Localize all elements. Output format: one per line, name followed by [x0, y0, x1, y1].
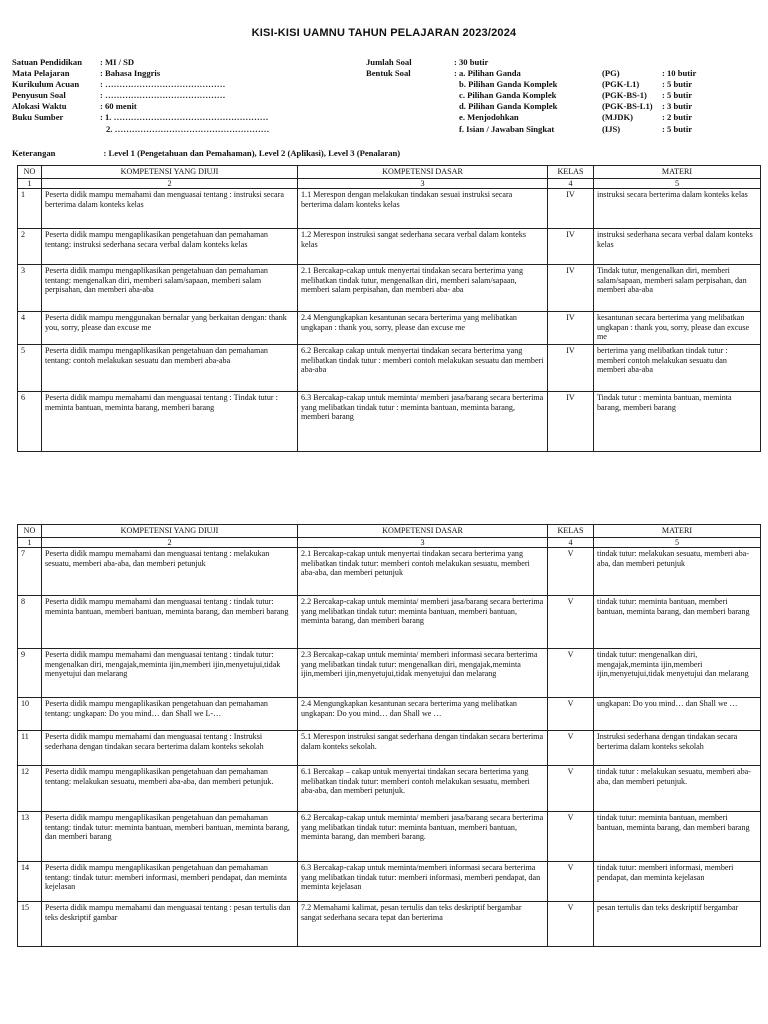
table-row — [18, 812, 761, 862]
kompetensi-dasar-cell: 2.1 Bercakap-cakap untuk menyertai tindakan secara berterima yang melibatkan tindak tutur: memberi contoh melakukan sesuatu, memberi aba-aba, dan memberi petunjuk — [298, 548, 548, 596]
kelas-cell: V — [548, 731, 594, 766]
kisi-kisi-table-2 — [17, 524, 761, 947]
kompetensi-diuji-cell: Peserta didik mampu memahami dan menguasai tentang : tindak tutur: mengenalkan diri, mengajak,meminta ijin,memberi ijin,menyetujui,tidak menyetujui dan melarang — [42, 649, 298, 698]
bentuk-count: : 3 butir — [662, 101, 693, 111]
info-value: : 60 menit — [100, 101, 137, 111]
kelas-cell: V — [548, 766, 594, 812]
kompetensi-diuji-cell: Peserta didik mampu mengaplikasikan pengetahuan dan pemahaman tentang: tindak tutur: memberi informasi, memberi pendapat, dan meminta kejelasan — [42, 862, 298, 902]
keterangan-value: : Level 1 (Pengetahuan dan Pemahaman), Level 2 (Aplikasi), Level 3 (Penalaran) — [103, 148, 401, 158]
table-row — [18, 312, 761, 345]
kompetensi-diuji-cell: Peserta didik mampu mengaplikasikan pengetahuan dan pemahaman tentang: ungkapan: Do you mind… dan Shall we L-… — [42, 698, 298, 731]
kompetensi-dasar-cell: 5.1 Merespon instruksi sangat sederhana dengan tindakan secara berterima dalam konteks sekolah. — [298, 731, 548, 766]
no-header: NO — [18, 525, 42, 538]
materi-cell: instruksi secara berterima dalam konteks kelas — [594, 189, 761, 229]
kelas-cell: V — [548, 812, 594, 862]
kelas-cell: IV — [548, 229, 594, 265]
bentuk-code: (IJS) — [602, 124, 621, 134]
materi-cell: tindak tutur: meminta bantuan, memberi bantuan, meminta barang, dan memberi barang — [594, 812, 761, 862]
bentuk-code: (MJDK) — [602, 112, 634, 122]
kelas-cell: V — [548, 548, 594, 596]
column-number: 4 — [548, 538, 594, 548]
kelas-cell: V — [548, 862, 594, 902]
column-number: 3 — [298, 538, 548, 548]
table-row — [18, 862, 761, 902]
row-number: 3 — [18, 265, 42, 312]
row-number: 11 — [18, 731, 42, 766]
column-number: 3 — [298, 179, 548, 189]
kelas-cell: IV — [548, 265, 594, 312]
jumlah-soal-value: : 30 butir — [454, 57, 489, 67]
bentuk-item: d. Pilihan Ganda Komplek — [459, 101, 558, 111]
info-value: : 1. ……………………………………………… — [100, 112, 269, 122]
row-number: 1 — [18, 189, 42, 229]
materi-header: MATERI — [594, 166, 761, 179]
table-row — [18, 766, 761, 812]
materi-cell: berterima yang melibatkan tindak tutur : memberi contoh melakukan sesuatu dan memberi aba-aba — [594, 345, 761, 392]
bentuk-soal-label: Bentuk Soal — [366, 68, 411, 78]
kompetensi-dasar-cell: 7.2 Memahami kalimat, pesan tertulis dan teks deskriptif bergambar sangat sederhana secara tepat dan berterima — [298, 902, 548, 947]
table-row — [18, 392, 761, 452]
kompetensi-dasar-header: KOMPETENSI DASAR — [298, 166, 548, 179]
info-value: : Bahasa Inggris — [100, 68, 161, 78]
row-number: 6 — [18, 392, 42, 452]
materi-cell: Tindak tutur, mengenalkan diri, memberi salam/sapaan, memberi salam perpisahan, dan memberi aba-aba — [594, 265, 761, 312]
materi-header: MATERI — [594, 525, 761, 538]
table-row — [18, 698, 761, 731]
materi-cell: kesantunan secara berterima yang melibatkan ungkapan : thank you, sorry, please dan excuse me — [594, 312, 761, 345]
kompetensi-diuji-cell: Peserta didik mampu mengaplikasikan pengetahuan dan pemahaman tentang: mengenalkan diri, memberi salam/sapaan, memberi salam perpisahan, dan memberi aba-aba — [42, 265, 298, 312]
materi-cell: tindak tutur: melakukan sesuatu, memberi aba-aba, dan memberi petunjuk — [594, 548, 761, 596]
bentuk-code: (PGK-BS-1) — [602, 90, 647, 100]
kompetensi-diuji-cell: Peserta didik mampu mengaplikasikan pengetahuan dan pemahaman tentang: instruksi sederhana secara verbal dalam konteks kelas — [42, 229, 298, 265]
bentuk-count: : 2 butir — [662, 112, 693, 122]
materi-cell: instruksi sederhana secara verbal dalam konteks kelas — [594, 229, 761, 265]
kompetensi-diuji-cell: Peserta didik mampu mengaplikasikan pengetahuan dan pemahaman tentang: tindak tutur: meminta bantuan, memberi bantuan, meminta barang, dan memberi barang — [42, 812, 298, 862]
info-label: Mata Pelajaran — [12, 68, 70, 78]
bentuk-item: e. Menjodohkan — [459, 112, 519, 122]
bentuk-code: (PG) — [602, 68, 620, 78]
column-number: 5 — [594, 538, 761, 548]
kelas-cell: V — [548, 596, 594, 649]
kompetensi-dasar-cell: 2.4 Mengungkapkan kesantunan secara berterima yang melibatkan ungkapan : thank you, sorry, please dan excuse me — [298, 312, 548, 345]
info-label: Buku Sumber — [12, 112, 64, 122]
kompetensi-dasar-cell: 1.2 Merespon instruksi sangat sederhana secara verbal dalam konteks kelas — [298, 229, 548, 265]
kompetensi-diuji-cell: Peserta didik mampu mengaplikasikan pengetahuan dan pemahaman tentang: contoh melakukan sesuatu dan memberi aba-aba — [42, 345, 298, 392]
keterangan — [12, 148, 400, 158]
kompetensi-dasar-cell: 1.1 Merespon dengan melakukan tindakan sesuai instruksi secara berterima dalam konteks kelas — [298, 189, 548, 229]
column-number: 4 — [548, 179, 594, 189]
row-number: 10 — [18, 698, 42, 731]
materi-cell: pesan tertulis dan teks deskriptif bergambar — [594, 902, 761, 947]
column-number: 1 — [18, 179, 42, 189]
bentuk-item: : a. Pilihan Ganda — [454, 68, 521, 78]
column-number-row — [18, 179, 761, 189]
table-row — [18, 649, 761, 698]
info-left — [12, 57, 362, 137]
kisi-kisi-table-1 — [17, 165, 761, 452]
kelas-cell: IV — [548, 392, 594, 452]
kompetensi-dasar-cell: 6.3 Bercakap-cakap untuk meminta/memberi informasi secara berterima yang melibatkan tindak tutur: memberi informasi, memberi pendapat, dan meminta kejelasan — [298, 862, 548, 902]
kelas-cell: V — [548, 902, 594, 947]
row-number: 13 — [18, 812, 42, 862]
info-value: : MI / SD — [100, 57, 135, 67]
table-row — [18, 345, 761, 392]
row-number: 14 — [18, 862, 42, 902]
kompetensi-diuji-cell: Peserta didik mampu memahami dan menguasai tentang : tindak tutur: meminta bantuan, memberi bantuan, meminta barang, dan memberi barang — [42, 596, 298, 649]
kompetensi-diuji-cell: Peserta didik mampu memahami dan menguasai tentang : instruksi secara berterima dalam konteks kelas — [42, 189, 298, 229]
info-label: Kurikulum Acuan — [12, 79, 80, 89]
row-number: 12 — [18, 766, 42, 812]
kelas-cell: V — [548, 698, 594, 731]
kompetensi-diuji-header: KOMPETENSI YANG DIUJI — [42, 166, 298, 179]
kompetensi-dasar-header: KOMPETENSI DASAR — [298, 525, 548, 538]
row-number: 9 — [18, 649, 42, 698]
bentuk-item: c. Pilihan Ganda Komplek — [459, 90, 557, 100]
info-label: Penyusun Soal — [12, 90, 66, 100]
materi-cell: Tindak tutur : meminta bantuan, meminta barang, memberi barang — [594, 392, 761, 452]
kompetensi-dasar-cell: 6.2 Bercakap-cakap untuk meminta/ memberi jasa/barang secara berterima yang melibatkan tindak tutur: meminta bantuan, memberi bantuan, meminta barang, dan memberi barang. — [298, 812, 548, 862]
info-label: Satuan Pendidikan — [12, 57, 82, 67]
bentuk-code: (PGK-BS-L1) — [602, 101, 653, 111]
kompetensi-diuji-cell: Peserta didik mampu memahami dan menguasai tentang : Instruksi sederhana dengan tindakan secara berterima dalam konteks sekolah — [42, 731, 298, 766]
bentuk-count: : 10 butir — [662, 68, 697, 78]
table-row — [18, 731, 761, 766]
kompetensi-diuji-cell: Peserta didik mampu menggunakan bernalar yang berkaitan dengan: thank you, sorry, please dan excuse me — [42, 312, 298, 345]
bentuk-count: : 5 butir — [662, 90, 693, 100]
kompetensi-diuji-header: KOMPETENSI YANG DIUJI — [42, 525, 298, 538]
table-row — [18, 902, 761, 947]
kompetensi-diuji-cell: Peserta didik mampu memahami dan menguasai tentang : melakukan sesuatu, memberi aba-aba, dan memberi petunjuk — [42, 548, 298, 596]
kelas-cell: V — [548, 649, 594, 698]
info-value: : …………………………………… — [100, 90, 226, 100]
document-title: KISI-KISI UAMNU TAHUN PELAJARAN 2023/2024 — [251, 27, 517, 39]
table-row — [18, 189, 761, 229]
jumlah-soal-label: Jumlah Soal — [366, 57, 412, 67]
kelas-header: KELAS — [548, 166, 594, 179]
row-number: 15 — [18, 902, 42, 947]
table-row — [18, 265, 761, 312]
table-header-row — [18, 166, 761, 179]
keterangan-label: Keterangan — [12, 148, 56, 158]
kompetensi-dasar-cell: 2.2 Bercakap-cakap untuk meminta/ memberi jasa/barang secara berterima yang melibatkan tindak tutur: meminta bantuan, memberi bantuan, meminta barang, dan memberi barang — [298, 596, 548, 649]
kelas-cell: IV — [548, 189, 594, 229]
row-number: 7 — [18, 548, 42, 596]
kompetensi-dasar-cell: 2.4 Mengungkapkan kesantunan secara berterima yang melibatkan ungkapan: Do you mind… dan Shall we … — [298, 698, 548, 731]
kompetensi-dasar-cell: 2.1 Bercakap-cakap untuk menyertai tindakan secara berterima yang melibatkan tindak tutur, mengenalkan diri, memberi salam/sapaan, memberi salam perpisahan, dan memberi aba- aba — [298, 265, 548, 312]
materi-cell: tindak tutur: meminta bantuan, memberi bantuan, meminta barang, dan memberi barang — [594, 596, 761, 649]
kelas-header: KELAS — [548, 525, 594, 538]
row-number: 8 — [18, 596, 42, 649]
info-label: Alokasi Waktu — [12, 101, 67, 111]
table-header-row — [18, 525, 761, 538]
table-row — [18, 548, 761, 596]
bentuk-count: : 5 butir — [662, 124, 693, 134]
kelas-cell: IV — [548, 345, 594, 392]
bentuk-item: b. Pilihan Ganda Komplek — [459, 79, 558, 89]
no-header: NO — [18, 166, 42, 179]
column-number: 2 — [42, 538, 298, 548]
materi-cell: tindak tutur: memberi informasi, memberi pendapat, dan meminta kejelasan — [594, 862, 761, 902]
column-number: 5 — [594, 179, 761, 189]
kompetensi-dasar-cell: 2.3 Bercakap-cakap untuk meminta/ memberi informasi secara berterima yang melibatkan tindak tutur: mengenalkan diri, mengajak,meminta ijin,memberi ijin,menyetujui,tidak menyetujui dan melarang — [298, 649, 548, 698]
column-number-row — [18, 538, 761, 548]
kompetensi-dasar-cell: 6.1 Bercakap – cakap untuk menyertai tindakan secara berterima yang melibatkan tindak tutur: memberi contoh melakukan sesuatu, memberi aba-aba, dan memberi petunjuk. — [298, 766, 548, 812]
table-row — [18, 596, 761, 649]
kelas-cell: IV — [548, 312, 594, 345]
info-right — [366, 57, 761, 137]
kompetensi-dasar-cell: 6.3 Bercakap-cakap untuk meminta/ memberi jasa/barang secara berterima yang melibatkan tindak tutur : meminta bantuan, meminta barang, memberi barang — [298, 392, 548, 452]
bentuk-code: (PGK-L1) — [602, 79, 640, 89]
kompetensi-diuji-cell: Peserta didik mampu mengaplikasikan pengetahuan dan pemahaman tentang: melakukan sesuatu, memberi aba-aba, dan memberi petunjuk. — [42, 766, 298, 812]
kompetensi-diuji-cell: Peserta didik mampu memahami dan menguasai tentang : pesan tertulis dan teks deskriptif gambar — [42, 902, 298, 947]
materi-cell: tindak tutur : melakukan sesuatu, memberi aba-aba, dan memberi petunjuk. — [594, 766, 761, 812]
table-row — [18, 229, 761, 265]
column-number: 2 — [42, 179, 298, 189]
kompetensi-diuji-cell: Peserta didik mampu memahami dan menguasai tentang : Tindak tutur : meminta bantuan, meminta barang, memberi barang — [42, 392, 298, 452]
kompetensi-dasar-cell: 6.2 Bercakap cakap untuk menyertai tindakan secara berterima yang melibatkan tindak tutur : memberi contoh melakukan sesuatu dan memberi aba-aba — [298, 345, 548, 392]
info-value: 2. ……………………………………………… — [106, 124, 270, 134]
materi-cell: ungkapan: Do you mind… dan Shall we … — [594, 698, 761, 731]
row-number: 4 — [18, 312, 42, 345]
materi-cell: tindak tutur: mengenalkan diri, mengajak,meminta ijin,memberi ijin,menyetujui,tidak menyetujui dan melarang — [594, 649, 761, 698]
row-number: 2 — [18, 229, 42, 265]
bentuk-item: f. Isian / Jawaban Singkat — [459, 124, 555, 134]
bentuk-count: : 5 butir — [662, 79, 693, 89]
column-number: 1 — [18, 538, 42, 548]
info-value: : …………………………………… — [100, 79, 226, 89]
materi-cell: Instruksi sederhana dengan tindakan secara berterima dalam konteks sekolah — [594, 731, 761, 766]
row-number: 5 — [18, 345, 42, 392]
